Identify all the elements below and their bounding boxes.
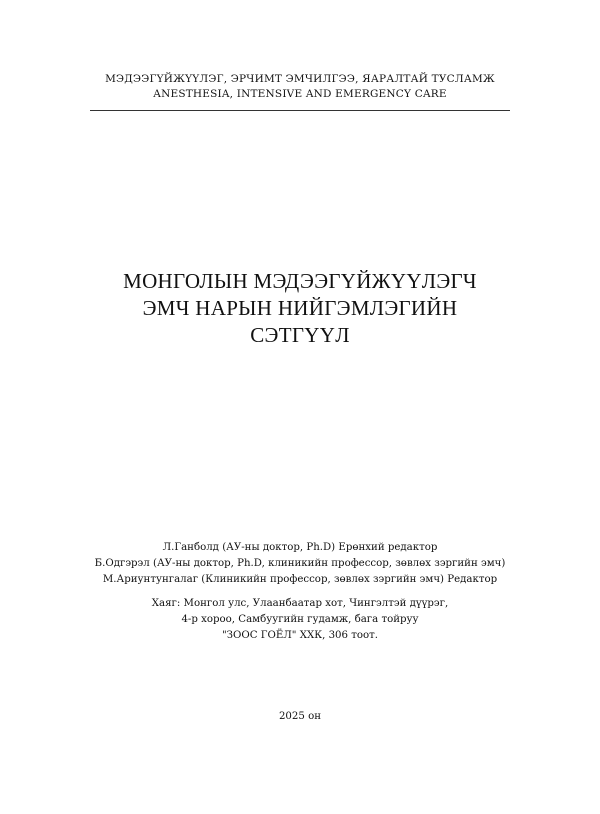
header-subject-english: ANESTHESIA, INTENSIVE AND EMERGENCY CARE	[153, 88, 447, 100]
journal-subject-header	[90, 72, 510, 102]
journal-title-line-3: СЭТГҮҮЛ	[250, 323, 350, 347]
address-line-3: "ЗООС ГОЁЛ" ХХК, 306 тоот.	[221, 630, 379, 641]
editor: М.Ариунтунгалаг (Клиникийн профессор, зөвлөх зэргийн эмч) Редактор	[102, 574, 498, 585]
publication-year: 2025 он	[278, 711, 322, 722]
journal-title	[60, 268, 540, 349]
editorial-board	[60, 540, 540, 588]
journal-title-line-2: ЭМЧ НАРЫН НИЙГЭМЛЭГИЙН	[142, 296, 458, 320]
address-line-1: Хаяг: Монгол улс, Улаанбаатар хот, Чингэлтэй дүүрэг,	[151, 598, 449, 609]
header-subject-mongolian: МЭДЭЭГҮЙЖҮҮЛЭГ, ЭРЧИМТ ЭМЧИЛГЭЭ, ЯАРАЛТАЙ ТУСЛАМЖ	[105, 73, 495, 85]
editor-deputy: Б.Одгэрэл (АУ-ны доктор, Ph.D, клиникийн профессор, зөвлөх зэргийн эмч)	[94, 558, 506, 569]
journal-title-line-1: МОНГОЛЫН МЭДЭЭГҮЙЖҮҮЛЭГЧ	[123, 269, 477, 293]
publisher-address	[60, 596, 540, 644]
address-line-2: 4-р хороо, Самбуугийн гудамж, бага тойруу	[181, 614, 419, 625]
header-divider	[90, 110, 510, 111]
editor-in-chief: Л.Ганболд (АУ-ны доктор, Ph.D) Ерөнхий редактор	[162, 542, 438, 553]
